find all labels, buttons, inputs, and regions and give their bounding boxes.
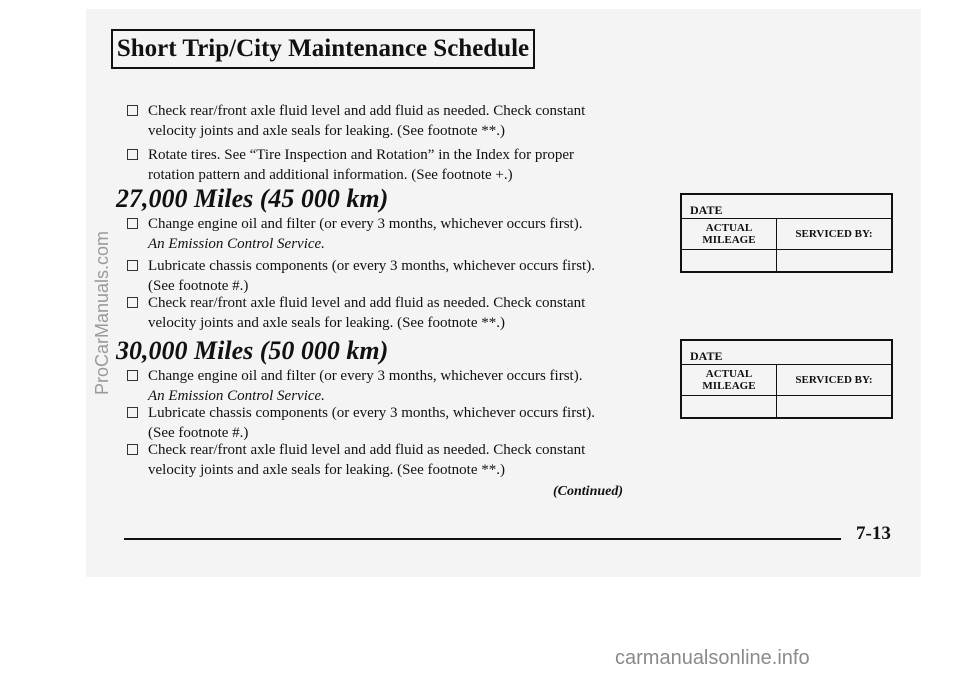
checkbox-icon: [127, 260, 138, 271]
continued-note: (Continued): [553, 484, 624, 499]
checklist-item: Lubricate chassis components (or every 3 months, whichever occurs first). (See footnote #.): [127, 256, 657, 296]
service-record-box: [680, 339, 893, 419]
serviced-by-label: SERVICED BY:: [795, 374, 873, 386]
checklist-item: Rotate tires. See “Tire Inspection and Rotation” in the Index for proper rotation pattern and additional information. (See footnote +.): [127, 145, 657, 185]
section-heading: 27,000 Miles (45 000 km): [116, 184, 389, 213]
checklist-item: Change engine oil and filter (or every 3 months, whichever occurs first). An Emission Control Service.: [127, 214, 657, 254]
watermark-left: ProCarManuals.com: [92, 230, 112, 395]
checklist-item: Check rear/front axle fluid level and add fluid as needed. Check constant velocity joints and axle seals for leaking. (See footnote **.): [127, 293, 657, 333]
date-label: DATE: [690, 349, 723, 363]
checklist-item: Lubricate chassis components (or every 3 months, whichever occurs first). (See footnote #.): [127, 403, 657, 443]
actual-mileage-label: ACTUAL MILEAGE: [702, 368, 756, 392]
watermark-bottom: carmanualsonline.info: [615, 647, 810, 669]
checklist-item: Change engine oil and filter (or every 3 months, whichever occurs first). An Emission Control Service.: [127, 366, 657, 406]
service-record-box: [680, 193, 893, 273]
checklist-item: Check rear/front axle fluid level and add fluid as needed. Check constant velocity joints and axle seals for leaking. (See footnote **.): [127, 440, 657, 480]
page-title: Short Trip/City Maintenance Schedule: [111, 29, 535, 69]
section-heading: 30,000 Miles (50 000 km): [116, 336, 389, 365]
checkbox-icon: [127, 407, 138, 418]
page-number: 7-13: [856, 523, 891, 544]
footer-rule: [124, 538, 841, 540]
date-label: DATE: [690, 203, 723, 217]
checkbox-icon: [127, 105, 138, 116]
actual-mileage-label: ACTUAL MILEAGE: [702, 222, 756, 246]
serviced-by-label: SERVICED BY:: [795, 228, 873, 240]
checkbox-icon: [127, 444, 138, 455]
checkbox-icon: [127, 218, 138, 229]
checkbox-icon: [127, 370, 138, 381]
checkbox-icon: [127, 297, 138, 308]
checklist-item: Check rear/front axle fluid level and add fluid as needed. Check constant velocity joints and axle seals for leaking. (See footnote **.): [127, 101, 657, 141]
checkbox-icon: [127, 149, 138, 160]
